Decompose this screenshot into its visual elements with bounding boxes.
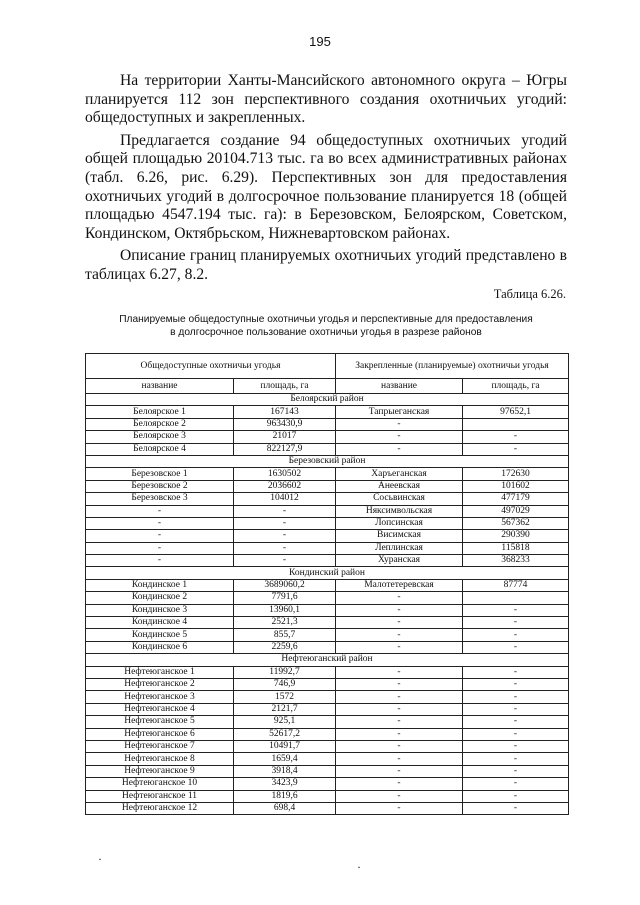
public-area-cell: -: [234, 542, 336, 554]
fixed-area-cell: 101602: [463, 480, 569, 492]
fixed-area-cell: 290390: [463, 530, 569, 542]
fixed-name-cell: -: [336, 728, 463, 740]
table-row: [86, 443, 569, 455]
public-area-cell: 2259,6: [234, 641, 336, 653]
table-row: [86, 691, 569, 703]
table-row: [86, 716, 569, 728]
fixed-name-cell: -: [336, 790, 463, 802]
caption-line-2: в долгосрочное пользование охотничьи угодья в разрезе районов: [170, 327, 482, 338]
table-row: [86, 802, 569, 814]
fixed-area-cell: -: [463, 802, 569, 814]
public-name-cell: Кондинское 2: [86, 592, 234, 604]
fixed-name-cell: -: [336, 802, 463, 814]
public-area-cell: 13960,1: [234, 604, 336, 616]
table-row: [86, 555, 569, 567]
table-row: [86, 604, 569, 616]
table-row: [86, 431, 569, 443]
public-area-cell: 3689060,2: [234, 579, 336, 591]
paragraph-2: Предлагается создание 94 общедоступных охотничьих угодий общей площадью 20104.713 тыс. га во всех административных районах (табл. 6.26, рис. 6.29). Перспективных зон для предоставления охотничьих угодий в долгосрочное пользование планируется 18 (общей площадью 4547.194 тыс. га): в Березовском, Белоярском, Советском, Кондинском, Октябрьском, Нижневартовском районах.: [85, 131, 567, 242]
public-name-cell: Белоярское 4: [86, 443, 234, 455]
public-area-cell: 10491,7: [234, 740, 336, 752]
public-name-cell: Нефтеюганское 9: [86, 765, 234, 777]
fixed-name-cell: Анеевская: [336, 480, 463, 492]
public-area-cell: 963430,9: [234, 418, 336, 430]
fixed-area-cell: -: [463, 443, 569, 455]
public-area-cell: 698,4: [234, 802, 336, 814]
table-row: [86, 778, 569, 790]
district-row: [86, 455, 569, 467]
col-name-header: название: [86, 379, 234, 394]
public-name-cell: Березовское 1: [86, 468, 234, 480]
fixed-area-cell: 567362: [463, 517, 569, 529]
public-area-cell: 52617,2: [234, 728, 336, 740]
fixed-area-cell: 497029: [463, 505, 569, 517]
fixed-name-cell: -: [336, 431, 463, 443]
fixed-area-cell: 115818: [463, 542, 569, 554]
table-row: [86, 629, 569, 641]
paragraph-1: На территории Ханты-Мансийского автономного округа – Югры планируется 112 зон перспективного создания охотничьих угодий: общедоступных и закрепленных.: [85, 72, 567, 127]
public-area-cell: 1572: [234, 691, 336, 703]
public-name-cell: Кондинское 3: [86, 604, 234, 616]
fixed-area-cell: -: [463, 678, 569, 690]
table-row: [86, 542, 569, 554]
table-body: [86, 394, 569, 815]
public-area-cell: 2521,3: [234, 617, 336, 629]
paragraph-3: Описание границ планируемых охотничьих угодий представлено в таблицах 6.27, 8.2.: [85, 247, 567, 283]
table-row: [86, 753, 569, 765]
fixed-name-cell: Сосьвинская: [336, 493, 463, 505]
public-name-cell: Нефтеюганское 2: [86, 678, 234, 690]
fixed-name-cell: Харъеганская: [336, 468, 463, 480]
table-row: [86, 480, 569, 492]
table-row: [86, 505, 569, 517]
col-area-header: площадь, га: [234, 379, 336, 394]
public-area-cell: -: [234, 530, 336, 542]
col-area2-header: площадь, га: [463, 379, 569, 394]
fixed-name-cell: Леплинская: [336, 542, 463, 554]
public-area-cell: 21017: [234, 431, 336, 443]
fixed-name-cell: Лопсинская: [336, 517, 463, 529]
fixed-area-cell: 172630: [463, 468, 569, 480]
fixed-area-cell: 477179: [463, 493, 569, 505]
public-name-cell: Березовское 3: [86, 493, 234, 505]
district-row: [86, 567, 569, 579]
table-row: [86, 740, 569, 752]
table-row: [86, 765, 569, 777]
table-row: [86, 579, 569, 591]
table-row: [86, 790, 569, 802]
public-name-cell: Нефтеюганское 4: [86, 703, 234, 715]
fixed-area-cell: 87774: [463, 579, 569, 591]
caption-line-1: Планируемые общедоступные охотничьи угодья и перспективные для предоставления: [119, 314, 533, 325]
fixed-area-cell: -: [463, 666, 569, 678]
fixed-name-cell: Малотетеревская: [336, 579, 463, 591]
fixed-area-cell: -: [463, 790, 569, 802]
fixed-name-cell: -: [336, 666, 463, 678]
fixed-name-cell: -: [336, 716, 463, 728]
table-row: [86, 703, 569, 715]
district-row: [86, 654, 569, 666]
fixed-area-cell: -: [463, 716, 569, 728]
public-area-cell: 1819,6: [234, 790, 336, 802]
public-name-cell: Нефтеюганское 3: [86, 691, 234, 703]
scan-dot: ·: [98, 852, 102, 866]
fixed-name-cell: -: [336, 592, 463, 604]
public-area-cell: -: [234, 555, 336, 567]
body-text: [85, 72, 567, 289]
public-name-cell: -: [86, 505, 234, 517]
public-area-cell: 822127,9: [234, 443, 336, 455]
fixed-name-cell: -: [336, 703, 463, 715]
district-title: Березовский район: [86, 455, 569, 467]
fixed-grounds-header: Закрепленные (планируемые) охотничьи угодья: [336, 354, 569, 379]
district-title: Кондинский район: [86, 567, 569, 579]
public-grounds-header: Общедоступные охотничьи угодья: [86, 354, 336, 379]
public-area-cell: 855,7: [234, 629, 336, 641]
fixed-area-cell: 97652,1: [463, 406, 569, 418]
public-name-cell: Кондинское 1: [86, 579, 234, 591]
fixed-area-cell: [463, 418, 569, 430]
table-row: [86, 678, 569, 690]
public-area-cell: 2036602: [234, 480, 336, 492]
public-name-cell: Березовское 2: [86, 480, 234, 492]
table-row: [86, 406, 569, 418]
fixed-area-cell: -: [463, 728, 569, 740]
public-name-cell: Нефтеюганское 5: [86, 716, 234, 728]
public-area-cell: 104012: [234, 493, 336, 505]
public-name-cell: -: [86, 530, 234, 542]
fixed-name-cell: Тапрыеганская: [336, 406, 463, 418]
fixed-name-cell: -: [336, 678, 463, 690]
table-row: [86, 617, 569, 629]
public-name-cell: -: [86, 542, 234, 554]
hunting-grounds-table: [85, 353, 569, 815]
fixed-area-cell: -: [463, 641, 569, 653]
table-label: Таблица 6.26.: [493, 287, 566, 301]
public-area-cell: -: [234, 517, 336, 529]
public-name-cell: Нефтеюганское 10: [86, 778, 234, 790]
public-name-cell: Кондинское 6: [86, 641, 234, 653]
fixed-area-cell: -: [463, 753, 569, 765]
district-row: [86, 394, 569, 406]
public-name-cell: Кондинское 4: [86, 617, 234, 629]
fixed-area-cell: -: [463, 765, 569, 777]
fixed-name-cell: -: [336, 691, 463, 703]
fixed-area-cell: -: [463, 778, 569, 790]
fixed-area-cell: [463, 592, 569, 604]
fixed-name-cell: Хуранская: [336, 555, 463, 567]
table-row: [86, 666, 569, 678]
col-name2-header: название: [336, 379, 463, 394]
table-row: [86, 493, 569, 505]
public-area-cell: 925,1: [234, 716, 336, 728]
public-area-cell: -: [234, 505, 336, 517]
public-name-cell: Нефтеюганское 12: [86, 802, 234, 814]
public-area-cell: 746,9: [234, 678, 336, 690]
fixed-area-cell: -: [463, 629, 569, 641]
fixed-name-cell: -: [336, 443, 463, 455]
public-area-cell: 167143: [234, 406, 336, 418]
public-name-cell: Кондинское 5: [86, 629, 234, 641]
public-name-cell: Нефтеюганское 7: [86, 740, 234, 752]
public-area-cell: 3423,9: [234, 778, 336, 790]
public-area-cell: 1659,4: [234, 753, 336, 765]
fixed-name-cell: Висимская: [336, 530, 463, 542]
fixed-name-cell: Няксимвольская: [336, 505, 463, 517]
page-number: 195: [309, 34, 331, 49]
fixed-name-cell: -: [336, 765, 463, 777]
public-name-cell: Нефтеюганское 8: [86, 753, 234, 765]
public-name-cell: -: [86, 517, 234, 529]
public-area-cell: 11992,7: [234, 666, 336, 678]
table-row: [86, 517, 569, 529]
table-row: [86, 592, 569, 604]
fixed-name-cell: -: [336, 629, 463, 641]
public-area-cell: 7791,6: [234, 592, 336, 604]
fixed-area-cell: -: [463, 703, 569, 715]
fixed-name-cell: -: [336, 617, 463, 629]
public-name-cell: Белоярское 3: [86, 431, 234, 443]
fixed-area-cell: -: [463, 617, 569, 629]
table-row: [86, 641, 569, 653]
table-row: [86, 728, 569, 740]
public-name-cell: -: [86, 555, 234, 567]
scan-dot: ·: [357, 860, 361, 874]
fixed-area-cell: 368233: [463, 555, 569, 567]
table-caption: [85, 313, 567, 339]
public-area-cell: 2121,7: [234, 703, 336, 715]
fixed-name-cell: -: [336, 740, 463, 752]
district-title: Белоярский район: [86, 394, 569, 406]
district-title: Нефтеюганский район: [86, 654, 569, 666]
fixed-name-cell: -: [336, 641, 463, 653]
table-row: [86, 530, 569, 542]
public-name-cell: Нефтеюганское 6: [86, 728, 234, 740]
fixed-name-cell: -: [336, 778, 463, 790]
fixed-name-cell: -: [336, 604, 463, 616]
fixed-name-cell: -: [336, 418, 463, 430]
table-row: [86, 468, 569, 480]
fixed-area-cell: -: [463, 740, 569, 752]
fixed-area-cell: -: [463, 431, 569, 443]
public-name-cell: Белоярское 2: [86, 418, 234, 430]
fixed-name-cell: -: [336, 753, 463, 765]
public-area-cell: 1630502: [234, 468, 336, 480]
fixed-area-cell: -: [463, 691, 569, 703]
public-name-cell: Нефтеюганское 1: [86, 666, 234, 678]
table-row: [86, 418, 569, 430]
public-area-cell: 3918,4: [234, 765, 336, 777]
public-name-cell: Нефтеюганское 11: [86, 790, 234, 802]
fixed-area-cell: -: [463, 604, 569, 616]
public-name-cell: Белоярское 1: [86, 406, 234, 418]
